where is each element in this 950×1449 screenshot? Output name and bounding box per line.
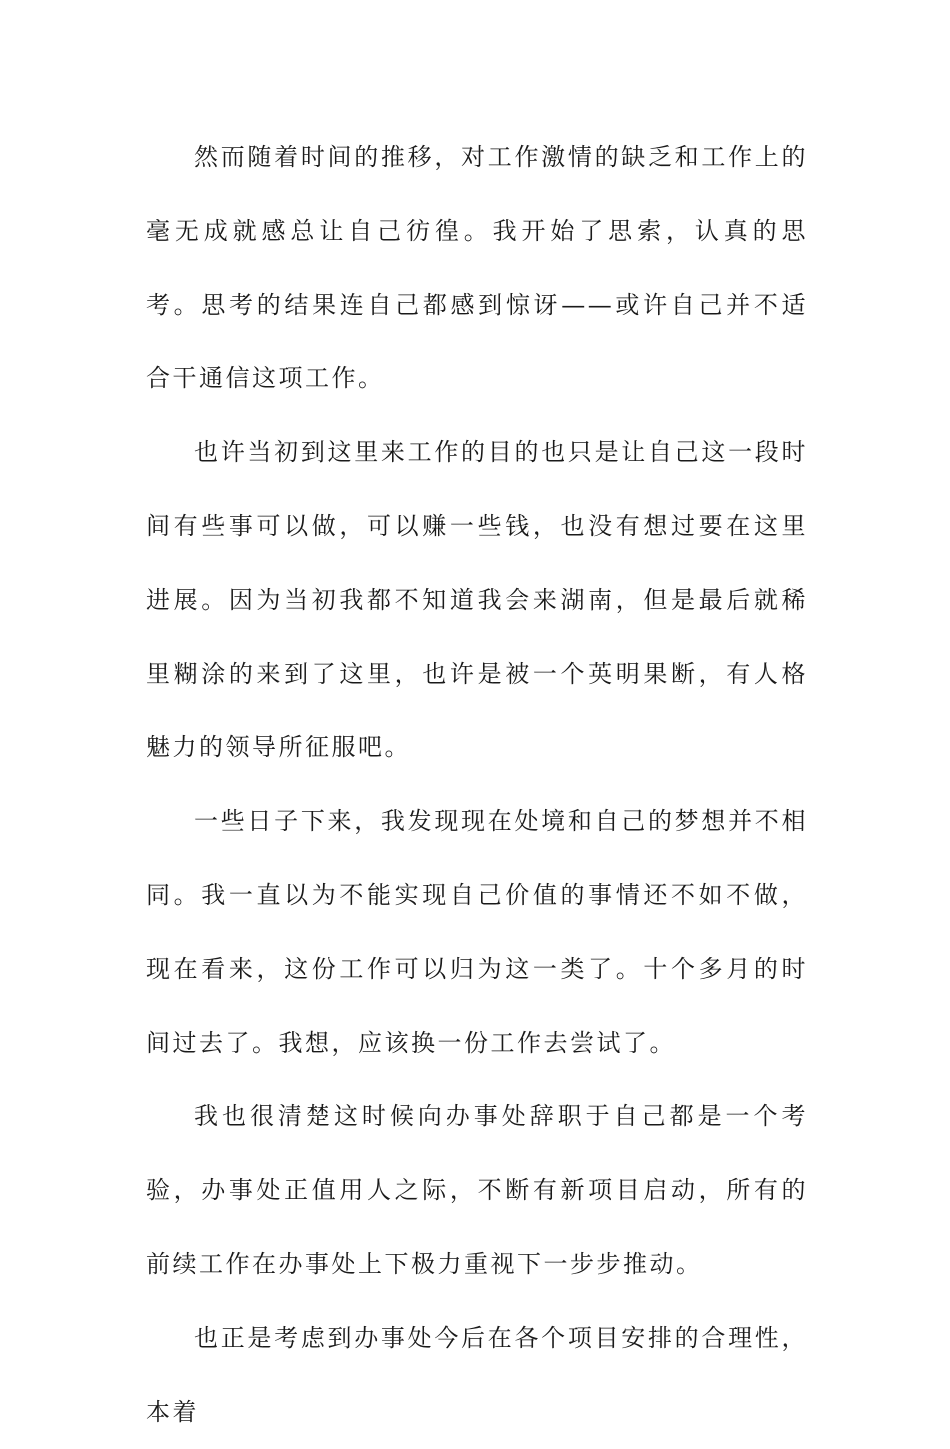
- paragraph-5: 也正是考虑到办事处今后在各个项目安排的合理性，本着: [146, 1323, 808, 1426]
- paragraph-3: 一些日子下来，我发现现在处境和自己的梦想并不相同。我一直以为不能实现自己价值的事情还不如不做，现在看来，这份工作可以归为这一类了。十个多月的时间过去了。我想，应该换一份工作去尝试了。: [146, 807, 808, 1057]
- paragraph-4: 我也很清楚这时候向办事处辞职于自己都是一个考验，办事处正值用人之际，不断有新项目启动，所有的前续工作在办事处上下极力重视下一步步推动。: [146, 1102, 808, 1278]
- document-body: [146, 121, 808, 1449]
- paragraph-2: 也许当初到这里来工作的目的也只是让自己这一段时间有些事可以做，可以赚一些钱，也没有想过要在这里进展。因为当初我都不知道我会来湖南，但是最后就稀里糊涂的来到了这里，也许是被一个英明果断，有人格魅力的领导所征服吧。: [146, 438, 808, 762]
- paragraph-1: 然而随着时间的推移，对工作激情的缺乏和工作上的毫无成就感总让自己彷徨。我开始了思索，认真的思考。思考的结果连自己都感到惊讶——或许自己并不适合干通信这项工作。: [146, 143, 808, 393]
